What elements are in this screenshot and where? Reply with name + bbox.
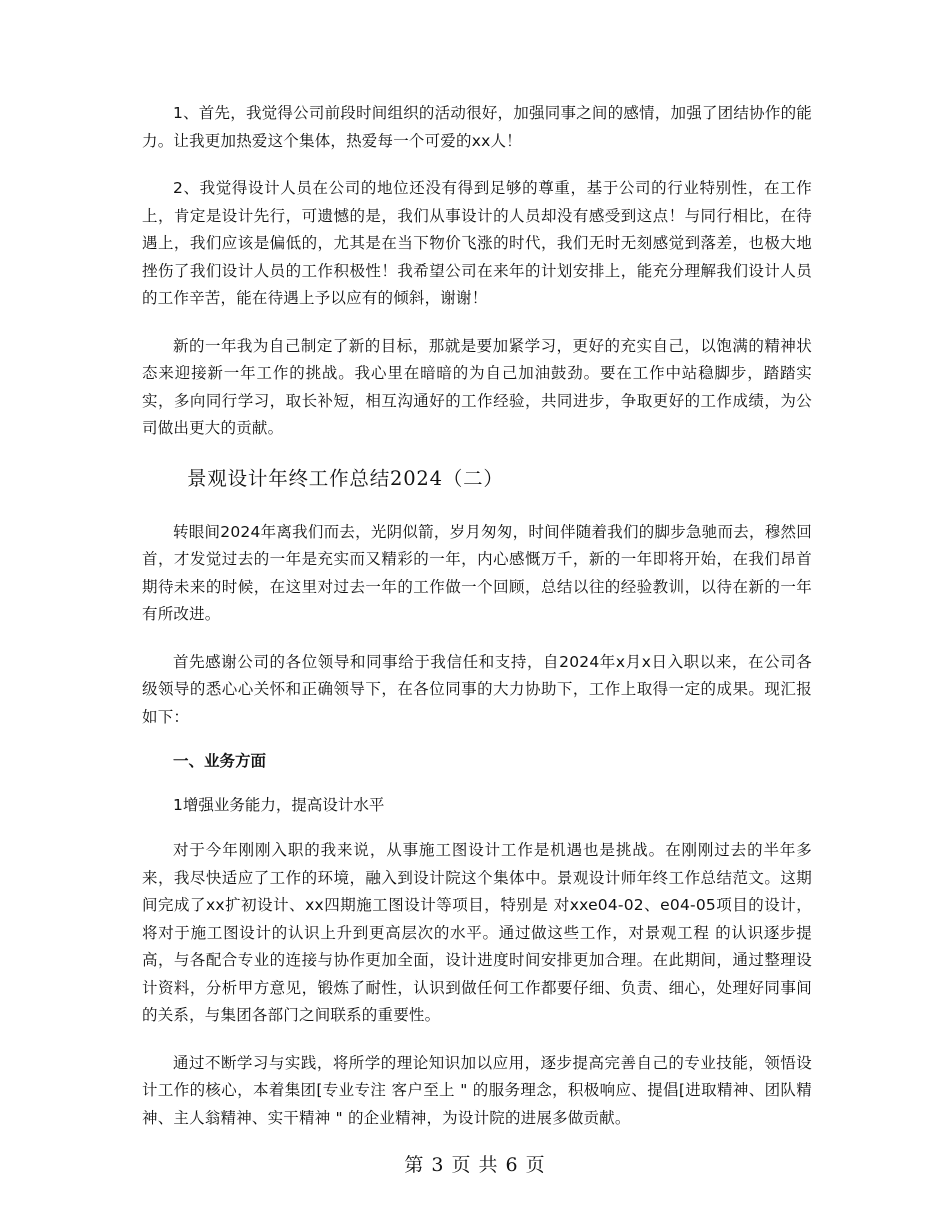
- page-content: [142, 100, 812, 1152]
- subheading-business: 一、业务方面: [173, 752, 267, 770]
- paragraph-intro-review: 转眼间2024年离我们而去，光阴似箭，岁月匆匆，时间伴随着我们的脚步急驰而去，穆然回首，才发觉过去的一年是充实而又精彩的一年，内心感慨万千，新的一年即将开始，在我们昂首期待未来的时候，在这里对过去一年的工作做一个回顾，总结以往的经验教训，以待在新的一年有所改进。: [142, 522, 812, 623]
- paragraph-designer-status: 2、我觉得设计人员在公司的地位还没有得到足够的尊重，基于公司的行业特别性，在工作上，肯定是设计先行，可遗憾的是，我们从事设计的人员却没有感受到这点！与同行相比，在待遇上，我们应该是偏低的，尤其是在当下物价飞涨的时代，我们无时无刻感觉到落差，也极大地挫伤了我们设计人员的工作积极性！我希望公司在来年的计划安排上，能充分理解我们设计人员的工作辛苦，能在待遇上予以应有的倾斜，谢谢！: [142, 179, 812, 307]
- page-footer: 第 3 页 共 6 页: [404, 1154, 546, 1176]
- paragraph-work-experience: 对于今年刚刚入职的我来说，从事施工图设计工作是机遇也是挑战。在刚刚过去的半年多来，我尽快适应了工作的环境，融入到设计院这个集体中。景观设计师年终工作总结范文。这期间完成了xx扩初设计、xx四期施工图设计等项目，特别是 对xxe04-02、e04-05项目的设计，将对于施工图设计的认识上升到更高层次的水平。通过做这些工作，对景观工程 的认识逐步提高，与各配合专业的连接与协作更加全面，设计进度时间安排更加合理。在此期间，通过整理设计资料，分析甲方意见，锻炼了耐性，认识到做任何工作都要仔细、负责、细心，处理好同事间的关系，与集团各部门之间联系的重要性。: [142, 841, 812, 1024]
- paragraph-intro-thanks: 首先感谢公司的各位领导和同事给于我信任和支持，自2024年x月x日入职以来，在公司各级领导的悉心心关怀和正确领导下，在各位同事的大力协助下，工作上取得一定的成果。现汇报如下：: [142, 652, 812, 726]
- section-title: 景观设计年终工作总结2024（二）: [187, 466, 504, 490]
- paragraph-activities: 1、首先，我觉得公司前段时间组织的活动很好，加强同事之间的感情，加强了团结协作的能力。让我更加热爱这个集体，热爱每一个可爱的xx人！: [142, 104, 812, 150]
- paragraph-learning-practice: 通过不断学习与实践，将所学的理论知识加以应用，逐步提高完善自己的专业技能，领悟设计工作的核心，本着集团[专业专注 客户至上 " 的服务理念，积极响应、提倡[进取精神、团队精神、主人翁精神、实干精神 " 的企业精神，为设计院的进展多做贡献。: [142, 1053, 812, 1127]
- subitem-improve-ability: 1增强业务能力，提高设计水平: [173, 796, 385, 814]
- paragraph-new-goals: 新的一年我为自己制定了新的目标，那就是要加紧学习，更好的充实自己，以饱满的精神状态来迎接新一年工作的挑战。我心里在暗暗的为自己加油鼓劲。要在工作中站稳脚步，踏踏实实，多向同行学习，取长补短，相互沟通好的工作经验，共同进步，争取更好的工作成绩，为公司做出更大的贡献。: [142, 336, 812, 437]
